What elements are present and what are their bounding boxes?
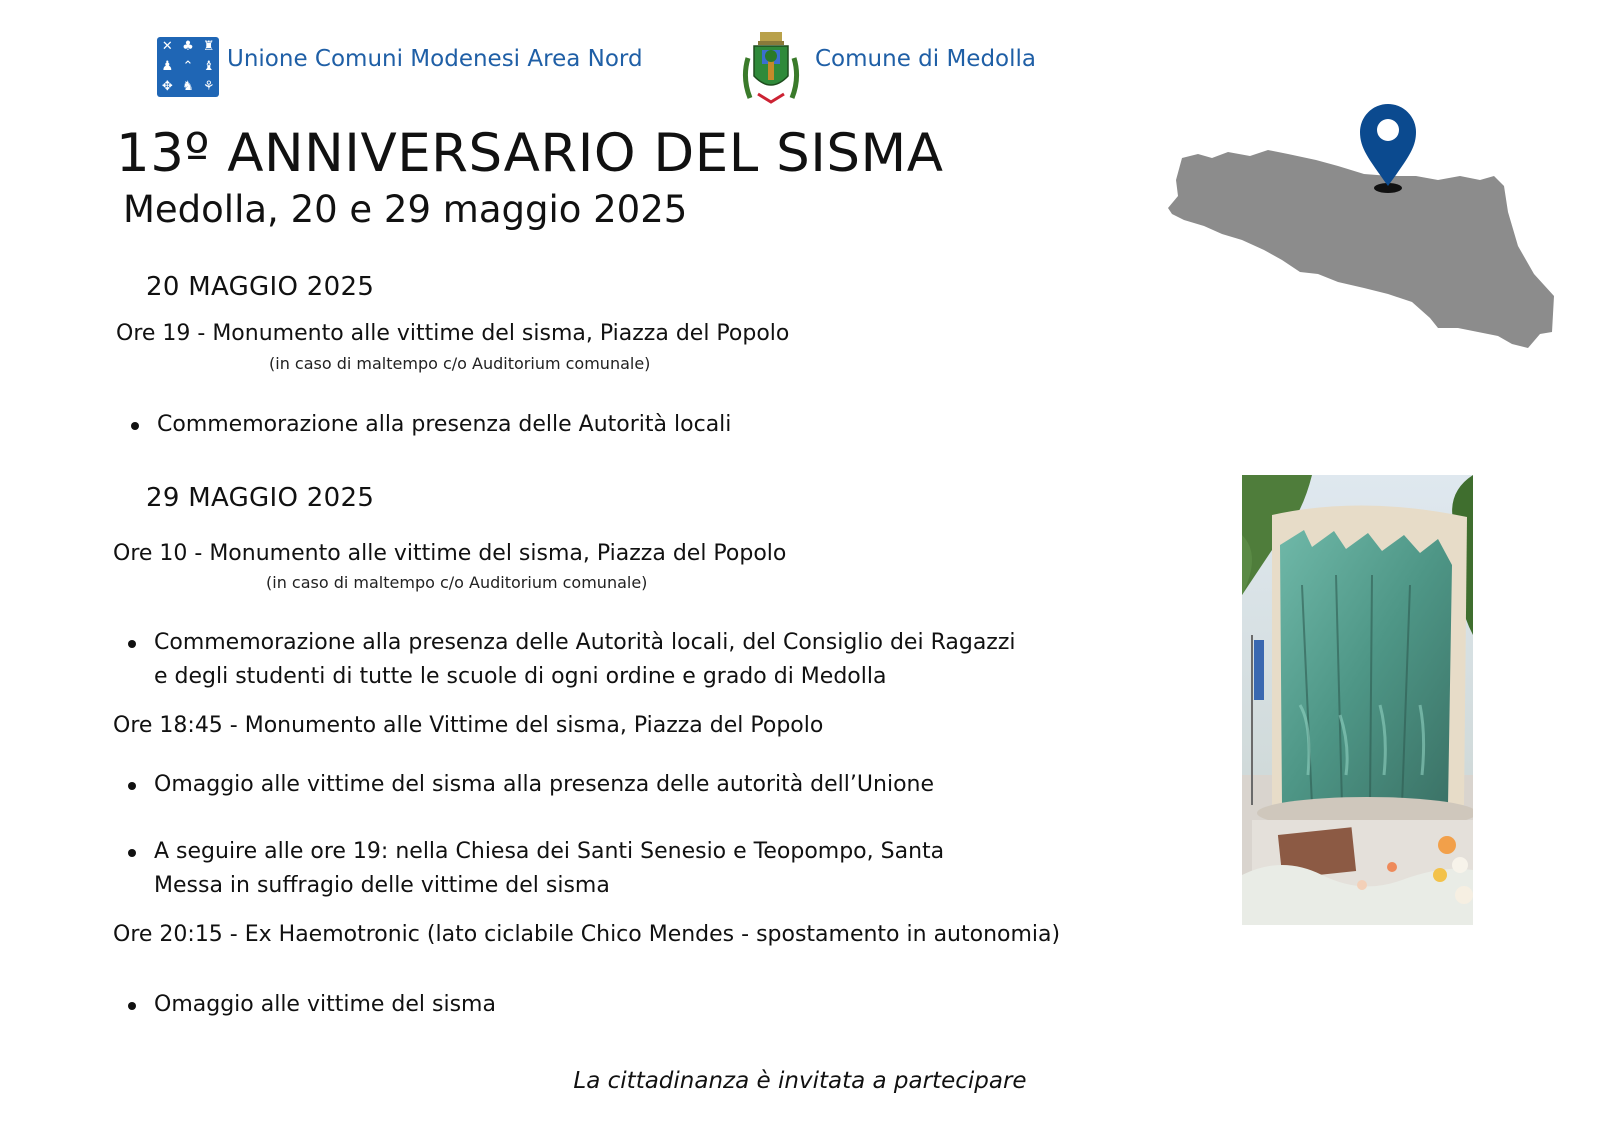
bullet-dot	[128, 849, 136, 857]
day1-time-line: Ore 19 - Monumento alle vittime del sisma, Piazza del Popolo	[116, 321, 790, 346]
bullet-dot	[128, 782, 136, 790]
list-item-text: A seguire alle ore 19: nella Chiesa dei Santi Senesio e Teopompo, Santa	[154, 839, 945, 864]
comune-crest-icon	[740, 28, 802, 106]
footer-invitation: La cittadinanza è invitata a partecipare	[573, 1068, 1027, 1094]
union-logo: ✕ ♣ ♜ ♟ ⌃ ♝ ✥ ♞ ⚘	[157, 37, 219, 97]
date-heading-20-maggio: 20 MAGGIO 2025	[146, 272, 375, 302]
date-heading-29-maggio: 29 MAGGIO 2025	[146, 483, 375, 513]
page-subtitle: Medolla, 20 e 29 maggio 2025	[123, 188, 688, 231]
region-map-icon	[1168, 96, 1554, 352]
page-title: 13º ANNIVERSARIO DEL SISMA	[116, 123, 944, 184]
day2-event3-time-line: Ore 20:15 - Ex Haemotronic (lato ciclabile Chico Mendes - spostamento in autonomia)	[113, 922, 1061, 947]
list-item-text-continued: e degli studenti di tutte le scuole di ogni ordine e grado di Medolla	[154, 664, 887, 689]
list-item-text: Omaggio alle vittime del sisma	[154, 992, 496, 1017]
list-item-text: Omaggio alle vittime del sisma alla presenza delle autorità dell’Unione	[154, 772, 935, 797]
bullet-dot	[128, 1002, 136, 1010]
bullet-dot	[128, 640, 136, 648]
day2-event2-time-line: Ore 18:45 - Monumento alle Vittime del sisma, Piazza del Popolo	[113, 713, 824, 738]
day2-event1-time-line: Ore 10 - Monumento alle vittime del sisma, Piazza del Popolo	[113, 541, 787, 566]
monument-photo	[1242, 475, 1473, 925]
list-item-text-continued: Messa in suffragio delle vittime del sisma	[154, 873, 610, 898]
list-item-text: Commemorazione alla presenza delle Autorità locali	[157, 412, 732, 437]
day1-note: (in caso di maltempo c/o Auditorium comunale)	[269, 354, 651, 373]
comune-name: Comune di Medolla	[815, 46, 1036, 72]
union-name: Unione Comuni Modenesi Area Nord	[227, 46, 643, 72]
bullet-dot	[131, 422, 139, 430]
day2-event1-note: (in caso di maltempo c/o Auditorium comunale)	[266, 573, 648, 592]
list-item-text: Commemorazione alla presenza delle Autorità locali, del Consiglio dei Ragazzi	[154, 630, 1016, 655]
